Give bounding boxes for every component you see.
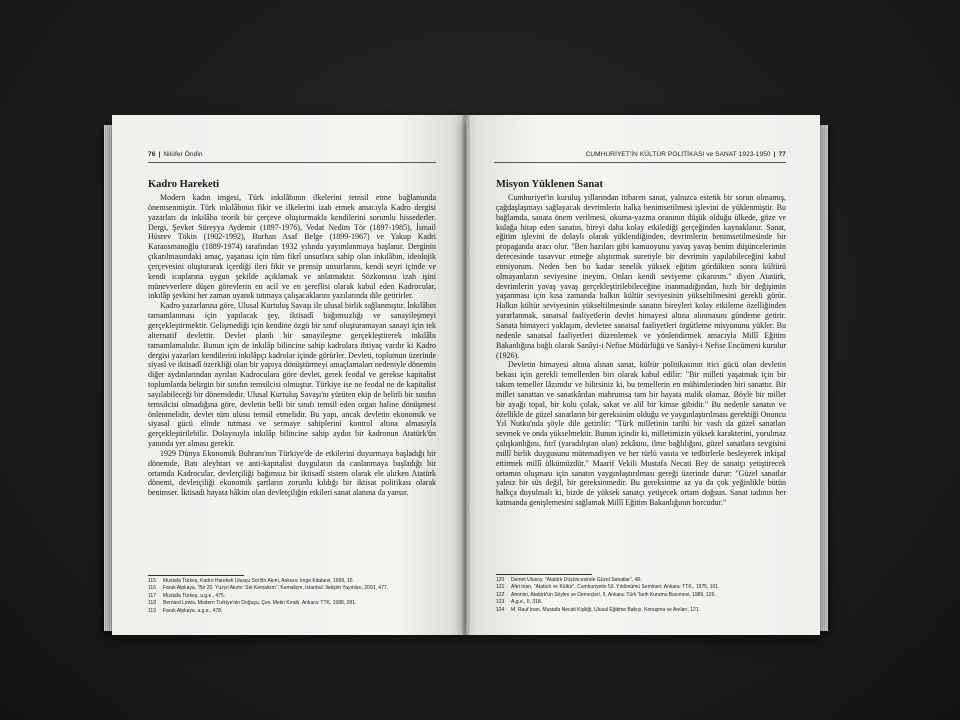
footnote-121 [496,584,786,591]
footnote-number: 122 [496,591,505,598]
footnote-124 [496,607,786,614]
left-body [148,179,436,498]
footnote-text: M. Rauf İnan, Mustafa Necati Kişiliği, Ulusal Eğitime Bakışı, Konuşma ve Anıları, 121. [511,606,700,613]
footnote-number: 120 [496,577,505,583]
left-page [112,115,466,635]
header-separator: | [773,151,776,158]
left-running-header [148,151,203,158]
footnote-text: Faruk Alpkaya, "Bir 20. Yüzyıl Akımı: Sol Kemalizm", Kemalizm, İstanbul: İletişim Yayınları, 2001, 477. [163,585,389,592]
footnote-text: A.g.e., II, 318. [511,599,543,606]
left-header-rule [148,162,436,163]
footnote-text: Anonim, Atatürk'ün Söylev ve Demeçleri, II, Ankara: Türk Tarih Kurumu Basımevi, 1989, 129. [511,591,716,598]
footnote-text: Bernard Lewis, Modern Türkiye'nin Doğuşu, Çev. Metin Kıratlı, Ankara: TTK, 1988, 281. [163,600,357,607]
right-running-header [586,151,786,158]
right-header-rule [494,162,786,163]
left-header-author: Nilüfer Öndin [163,151,203,158]
footnote-number: 121 [496,584,505,591]
right-page-number: 77 [778,151,786,158]
footnote-119 [148,608,436,615]
footnote-text: Mustafa Türkeş, a.g.e., 475. [163,592,226,599]
right-header-title: CUMHURİYET'İN KÜLTÜR POLİTİKASI ve SANAT 1923-1950 [585,151,771,158]
left-paragraph-1: Modern kadın imgesi, Türk inkılâbının ilkelerini temsil etme bağlamında önemsenmiştir. Türk inkılâbının fikir ve ilkelerini izah etmek amacıyla Kadro dergisi yazarları da inkılâba teorik bir çerçeve oluşturmakla kendilerini sorumlu hissederler. Dergi, Şevket Süreyya Aydemir (1897-1976), Vedat Nedim Tör (1897-1985), İsmail Hüsrev Tökin (1902-1992), Burhan Asaf Belge (1899-1967) ve Yakup Kadri Karaosmanoğlu (1889-1974) tarafından 1932 yılında yayımlanmaya başlanır. Derginin çıkarılmasındaki amaç, yaşanası için tüm fikrî unsurlara sahip olan inkılâbın, ideolojik çerçevesini oluşturarak içerdiği ileri fikir ve prensip unsurlarını, kendi seyri içinde ve kendi icaplarına uygun şekilde açıklamak ve anlatmaktır. Sözkonusu izah işini münevverlere düşen görevlerin en acil ve en şereflisi olarak kabul eden Kadrocular, inkılâp şevkini her zaman uyanık tutmaya çalışacaklarını yazılarında dile getirirler. [148,193,436,301]
footnote-116 [148,585,436,592]
right-paragraph-1: Cumhuriyet'in kuruluş yıllarından itibaren sanat, yalnızca estetik bir sorun olmamış, çağdaşlaşmayı sağlayacak devrimlerin halka benimsetilmesi işlevini de yüklenmiştir. Bu bağlamda, sanata önem verilmesi, okuma-yazma oranının düşük olduğu ülkede, göze ve kulağa hitap eden sanatın, bireyi daha kolay etkilediği gerçeğinden kaynaklanır. Sanat, eğitim işlevini de dolaylı olarak yüklendiğinden, devrimlerin benimsetilmesinde bir propaganda aracı olur. "Ben hazıları gibi kamuoyunu yavaş yavaş benim düşüncelerimin derecesinde tasavvur etmeğe alıştırmak suretiyle bir devrimin yapılabileceğini kabul etmiyorum. Neden ben bu kadar senelik yüksek eğitim gördükten sonra kültürü olmayanların seviyesine ineyim. Onları kendi seviyeme çıkarırım." diyen Atatürk, devrimlerin yavaş yavaş gerçekleştirilebileceğine inanmadığından, hızlı bir değişimin yaşanması için kısa zamanda halkın kültür seviyesinin yükseltilmesini gerekli görür. Halkın kültür seviyesinin yükseltilmesinde sanatın bireyleri kolay etkileme özelliğinden yararlanmak, sanatsal faaliyetlerin devlet himayesi altına alınmasını gündeme getirir. Sanata himayeci yaklaşım, devletee sanatsal faaliyetleri örgütleme misyonunu yükler. Bu nedenle sanatsal faaliyetleri düzenlemek ve yönlendirmek amacıyla Millî Eğitim Bakanlığına bağlı olarak Sanâyi-i Nefise Müdürlüğü ve Sanâyi-i Nefise Encümeni kurulur (1926). [496,193,786,360]
footnote-number: 124 [496,606,505,613]
footnote-123 [496,599,786,606]
footnote-122 [496,592,786,599]
footnote-118 [148,600,436,607]
right-page [466,115,820,635]
left-section-title: Kadro Hareketi [148,179,220,190]
footnote-number: 116 [148,585,156,592]
footnote-number: 117 [148,592,156,599]
footnote-115 [148,578,436,585]
footnote-text: Mustafa Türkeş, Kadro Hareketi Ulusçu Sol Bir Akım, Ankara: İmge Kitabevi, 1999, 10. [163,578,354,584]
footnote-117 [148,593,436,600]
left-paragraph-2: Kadro yazarlarına göre, Ulusal Kurtuluş Savaşı ile ulusal birlik sağlanmıştır. İnkılâbın tamamlanması için yapılacak şey, iktisadî bağımsızlığı ve sanayileşmeyi gerçekleştirmektir. Gelişmediği için kendine özgü bir sınıf oluşturamayan sanayi için tek alternatif devlettir. Devlet planlı bir sanayileşme gerçekleştirerek inkılâbı tamamlamalıdır. Bunun için de inkılâp bilincine sahip kadrolara ihtiyaç vardır ki Kadro dergisi yazarları kendilerini inkılâpçı kadrolar içinde görürler. Devleti, toplumun üzerinde siyasî ve iktisadî özerkliği olan bir yapıya dönüştürmeyi amaçlamaları nedeniyle dönemin diğer aydınlarından ayrılan Kadroculara göre devlet, gerek feodal ve gerekse kapitalist toplumlarda belirgin bir sınıfın temsilcisi olmuştur. Türkiye ise ne feodal ne de kapitalist sayılabileceği bir dönemdedir. Ulusal Kurtuluş Savaşı'nı yürüten ekip de belirli bir sınıfın temsilcisi olmadığına göre, devletin belli bir sınıfı temsil eden organ haline dönüşmesi önlenmelidir, devlet tüm ulusu temsil etmelidir. Bu yapı, ancak devletin ekonomik ve siyasal gücü elinde tutması ve sermaye sahiplerini kontrol altına almasıyla gerçekleştirilebilir. Dolayısıyla inkılâp bilincine sahip aydın bir kadronun Atatürk'ün yanında yer alması gerekir. [148,301,436,449]
left-page-number: 76 [148,151,156,158]
open-book [112,115,820,635]
right-body [496,179,786,508]
right-paragraph-2: Devletin himayesi altına alınan sanat, kültür politikasının itici gücü olan devletin bekası için gerekli temellerden biri olarak kabul edilir: "Bir milleti yaşatmak için bir takım temeller lâzımdır ve bilirsiniz ki, bu temellerin en mühimlerinden biri sanattır. Bir millet sanattan ve sanatkârdan mahrumsa tam bir hayata malik olamaz. Böyle bir millet bir ayağı topal, bir kolu çolak, sakat ve alil bir kimse gibidir." Bu nedenle sanatın ve özellikle de güzel sanatların bir gereksinim olduğu ve yaygınlaştırılması gerektiği Onuncu Yıl Nutku'nda şöyle dile getirilir: "Türk milletinin tarihi bir vasfı da güzel sanatları sevmek ve onda yükselmektir. Bunun içindir ki, milletimizin yüksek karakterini, yorulmaz çalışkanlığını, fıtrî (yaradılıştan olan) zekâsını, ilme bağlılığını, güzel sanatlara sevgisini millî birlik duygusunu mütemadiyen ve her türlü vasıta ve tedbirlerle besleyerek inkişaf ettirmek millî ülkümüzdür." Maarif Vekili Mustafa Necati Bey de sanatçı yetiştirecek ortamın oluşması için sanatın yaygınlaştırılması gereği üzerinde durur: "Güzel sanatlar yalnız bir süs değil, bir gereksinmedir. Bu gereksinme az ya da çok yeğinlikle bütün halkça duyulmalı ki, bizde de yüksek sanatçı yetişecek ortam doğsun. Sanat tadının her katmanda genişlemesini sağlamak Millî Eğitim Bakanlığının borcudur." [496,360,786,508]
footnote-number: 118 [148,600,156,607]
right-footnotes [496,577,786,614]
footnote-number: 119 [148,607,156,614]
footnote-text: Faruk Alpkaya, a.g.e., 478. [163,607,223,614]
left-paragraph-3: 1929 Dünya Ekonomik Buhranı'nın Türkiye'de de etkilerini duyurmaya başladığı bir dönemde, Batı aleyhtarı ve anti-kapitalist duyguların da canlanmaya başladığı bir ortamda Kadrocular, devletçiliği bağımsız bir iktisadî sistem olarak ele alırken Atatürk dönemi, devletçiliği ekonomik şartların zorunlu kıldığı bir iktisat politikası olarak benimser. İktisadi hayata hâkim olan devletçiliğin etkileri sanat alanına da yansır. [148,448,436,498]
footnote-number: 123 [496,599,505,606]
footnote-120 [496,577,786,584]
right-section-title: Misyon Yüklenen Sanat [496,179,603,190]
footnote-text: Demet Ulusoy, "Atatürk Düşüncesinde Güzel Sanatlar", 48. [511,577,642,583]
header-separator: | [158,151,161,158]
footnote-text: Afet İnan, "Atatürk ve Kültür", Cumhuriyetin 50. Yıldönümü Semineri, Ankara: TTK., 1975, 101. [511,584,720,591]
right-footnote-rule [496,574,592,575]
left-footnotes [148,578,436,615]
footnote-number: 115 [148,578,156,584]
left-footnote-rule [148,575,244,576]
book-spine-shadow [462,115,470,635]
